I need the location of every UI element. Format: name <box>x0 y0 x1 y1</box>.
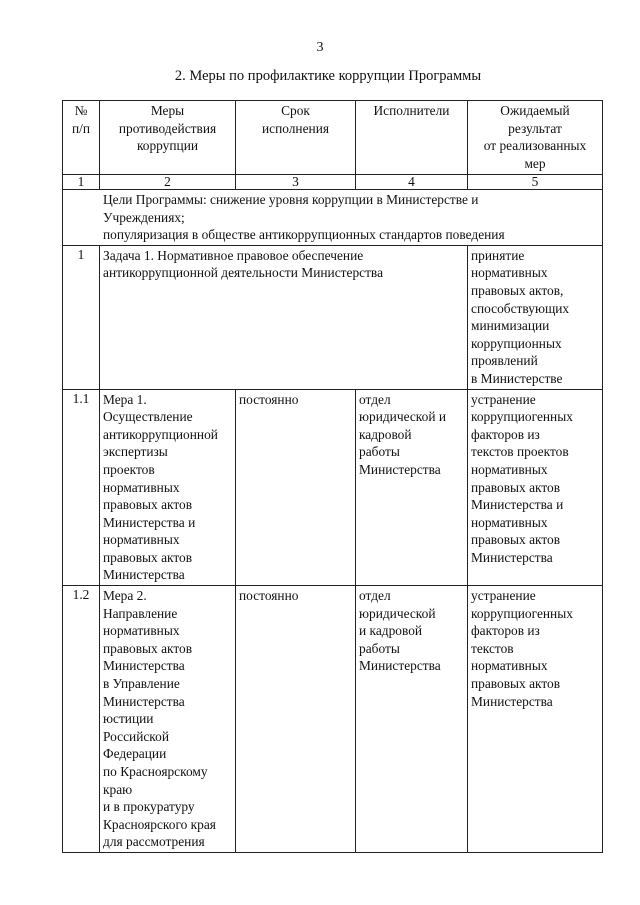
text-line: устранение <box>471 588 536 604</box>
row-term: постоянно <box>236 389 356 586</box>
text-line: кадровой <box>359 426 412 442</box>
page-number: 3 <box>316 40 324 55</box>
text-line: Красноярского края <box>103 816 216 832</box>
text-line: факторов из <box>471 426 540 442</box>
row-executor <box>356 389 468 586</box>
text-line: Министерства <box>103 693 185 709</box>
text-line: Учреждениях; <box>103 209 185 225</box>
text-line: для рассмотрения <box>103 834 205 850</box>
text-line: популяризация в обществе антикоррупционных стандартов поведения <box>103 227 505 243</box>
text-line: коррупции <box>136 138 199 154</box>
text-line: текстов <box>471 640 514 656</box>
text-line: и кадровой <box>359 623 423 639</box>
row-result <box>468 389 603 586</box>
text-line: Направление <box>103 605 178 621</box>
text-line: Министерства <box>359 461 441 477</box>
text-line: в Управление <box>103 676 180 692</box>
header-result <box>468 101 603 175</box>
row-measure <box>100 389 236 586</box>
program-goals <box>63 190 603 246</box>
text-line: Осуществление <box>103 409 193 425</box>
task1-row <box>63 245 603 389</box>
row-num: 1.2 <box>63 586 100 853</box>
text-line: коррупционных <box>471 335 562 351</box>
text-line: Российской <box>103 728 169 744</box>
text-line: нормативных <box>103 479 180 495</box>
text-line: и в прокуратуру <box>103 799 195 815</box>
text-line: Цели Программы: снижение уровня коррупции в Министерстве и <box>103 192 479 207</box>
text-line: коррупциогенных <box>471 605 573 621</box>
text-line: правовых актов <box>103 549 193 565</box>
text-line: нормативных <box>103 623 180 639</box>
text-line: п/п <box>71 120 91 136</box>
text-line: нормативных <box>103 532 180 548</box>
text-line: факторов из <box>471 623 540 639</box>
text-line: антикоррупционной деятельности Министерства <box>103 265 384 281</box>
text-line: юстиции <box>103 711 154 727</box>
table-row <box>63 586 603 853</box>
goals-row <box>63 190 603 246</box>
text-line: экспертизы <box>103 444 168 460</box>
row-num: 1.1 <box>63 389 100 586</box>
text-line: Министерства <box>471 693 553 709</box>
text-line: Срок <box>281 103 310 118</box>
text-line: Ожидаемый <box>500 103 570 118</box>
text-line: краю <box>103 781 133 797</box>
row-executor <box>356 586 468 853</box>
row-result <box>468 586 603 853</box>
colnum-2: 2 <box>100 175 236 190</box>
text-line: антикоррупционной <box>103 426 218 442</box>
text-line: Министерства <box>471 549 553 565</box>
text-line: способствующих <box>471 300 570 316</box>
measures-table <box>62 100 603 853</box>
text-line: юридической <box>359 605 436 621</box>
row-measure <box>100 586 236 853</box>
task1-num: 1 <box>63 245 100 389</box>
text-line: правовых актов, <box>471 282 564 298</box>
task1-text <box>100 245 468 389</box>
text-line: правовых актов <box>471 479 561 495</box>
text-line: Федерации <box>103 746 167 762</box>
text-line: исполнения <box>261 120 330 136</box>
text-line: Министерства <box>103 567 185 583</box>
section-title: 2. Меры по профилактике коррупции Программы <box>174 68 482 84</box>
text-line: Министерства <box>359 658 441 674</box>
text-line: Меры <box>150 103 185 118</box>
text-line: Исполнители <box>373 103 450 118</box>
text-line: правовых актов <box>471 532 561 548</box>
text-line: Задача 1. Нормативное правовое обеспечение <box>103 247 364 263</box>
text-line: коррупциогенных <box>471 409 573 425</box>
text-line: работы <box>359 444 400 460</box>
text-line: правовых актов <box>103 497 193 513</box>
text-line: правовых актов <box>471 676 561 692</box>
text-line: правовых актов <box>103 640 193 656</box>
header-measures <box>100 101 236 175</box>
text-line: минимизации <box>471 318 550 334</box>
text-line: № <box>74 103 88 118</box>
text-line: результат <box>508 120 562 136</box>
header-executors <box>356 101 468 175</box>
text-line: текстов проектов <box>471 444 569 460</box>
colnum-3: 3 <box>236 175 356 190</box>
row-term: постоянно <box>236 586 356 853</box>
text-line: отдел <box>359 391 391 407</box>
table-row <box>63 389 603 586</box>
text-line: противодействия <box>118 120 217 136</box>
text-line: нормативных <box>471 461 548 477</box>
header-row <box>63 101 603 175</box>
text-line: Министерства и <box>103 514 196 530</box>
header-num <box>63 101 100 175</box>
text-line: проявлений <box>471 353 538 369</box>
text-line: по Красноярскому <box>103 764 208 779</box>
text-line: юридической и <box>359 409 446 425</box>
text-line: Министерства и <box>471 497 564 513</box>
text-line: отдел <box>359 588 391 604</box>
text-line: нормативных <box>471 514 548 530</box>
text-line: принятие <box>471 247 525 263</box>
text-line: Мера 1. <box>103 391 147 407</box>
text-line: работы <box>359 640 400 656</box>
task1-result <box>468 245 603 389</box>
text-line: Мера 2. <box>103 588 147 604</box>
header-term <box>236 101 356 175</box>
column-number-row <box>63 175 603 190</box>
text-line: устранение <box>471 391 536 407</box>
text-line: в Министерстве <box>471 370 563 386</box>
text-line: нормативных <box>471 658 548 674</box>
text-line: нормативных <box>471 265 548 281</box>
text-line: проектов <box>103 461 155 477</box>
text-line: от реализованных <box>483 138 587 154</box>
colnum-5: 5 <box>468 175 603 190</box>
text-line: Министерства <box>103 658 185 674</box>
text-line: мер <box>524 155 546 171</box>
colnum-4: 4 <box>356 175 468 190</box>
colnum-1: 1 <box>63 175 100 190</box>
